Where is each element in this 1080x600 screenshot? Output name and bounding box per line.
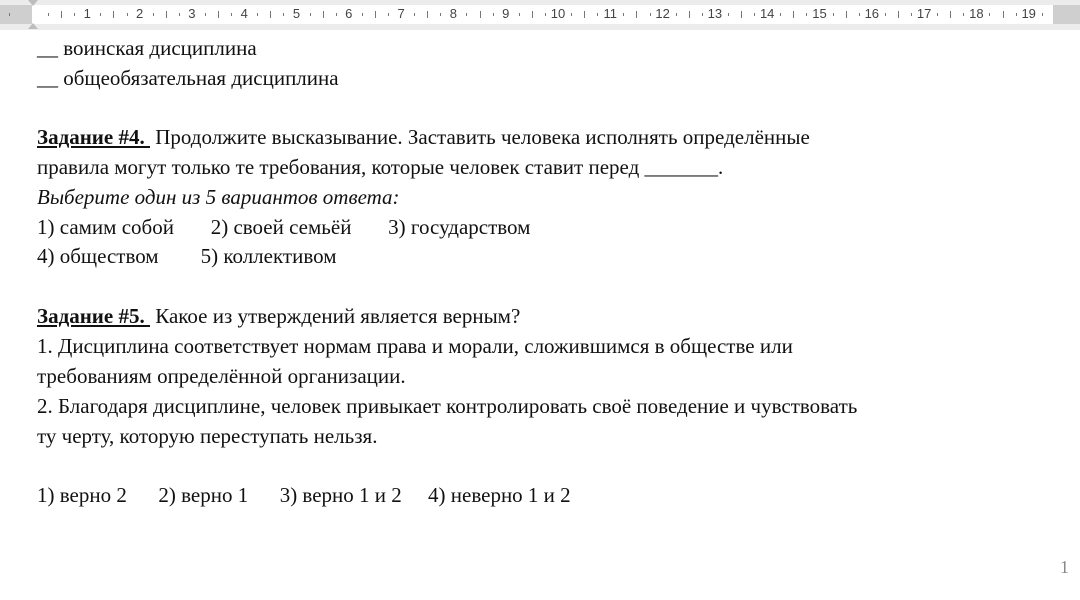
ruler-tick — [336, 13, 337, 16]
ruler-tick — [440, 13, 441, 16]
ruler-tick — [310, 13, 311, 16]
task4-options-line2: 4) обществом 5) коллективом — [37, 244, 337, 268]
task5-statement2-line1: 2. Благодаря дисциплине, человек привыкает контролировать своё поведение и чувствовать — [37, 394, 858, 418]
ruler-tick — [466, 13, 467, 16]
ruler-tick — [545, 13, 546, 16]
ruler-number: 19 — [1021, 6, 1036, 21]
ruler-tick — [950, 11, 951, 18]
ruler-tick — [806, 13, 807, 16]
task4-text-line1: Продолжите высказывание. Заставить человека исполнять определённые — [149, 125, 810, 149]
ruler-number: 17 — [916, 6, 932, 21]
ruler-tick — [113, 11, 114, 18]
ruler-tick — [702, 13, 703, 16]
answer-line-general: __ общеобязательная дисциплина — [37, 66, 339, 90]
ruler-number: 16 — [864, 6, 880, 21]
ruler-tick — [911, 13, 912, 16]
ruler-tick — [362, 13, 363, 16]
ruler-tick — [780, 13, 781, 16]
ruler-tick — [414, 13, 415, 16]
ruler-tick — [205, 13, 206, 16]
ruler-number: 8 — [449, 6, 458, 21]
ruler-number: 18 — [969, 6, 984, 21]
horizontal-ruler[interactable] — [0, 0, 1080, 30]
ruler-tick — [859, 13, 860, 16]
ruler-tick — [283, 13, 284, 16]
ruler-tick — [375, 11, 376, 18]
ruler-number: 3 — [188, 6, 196, 21]
task5-options: 1) верно 2 2) верно 1 3) верно 1 и 2 4) неверно 1 и 2 — [37, 483, 571, 507]
ruler-number: 6 — [345, 6, 353, 21]
ruler-tick — [100, 13, 101, 16]
ruler-tick — [833, 13, 834, 16]
ruler-tick — [597, 13, 598, 16]
ruler-tick — [963, 13, 964, 16]
ruler-tick — [636, 11, 637, 18]
ruler-tick — [1003, 11, 1004, 18]
page-number: 1 — [1060, 557, 1069, 577]
ruler-tick — [127, 13, 128, 16]
task4-instruction: Выберите один из 5 вариантов ответа: — [37, 185, 400, 209]
ruler-tick — [1042, 13, 1043, 16]
ruler-number: 9 — [502, 6, 510, 21]
task5-heading: Задание #5. — [37, 304, 150, 328]
ruler-number: 15 — [812, 6, 827, 21]
ruler-number: 12 — [655, 6, 670, 21]
ruler-number: 7 — [397, 6, 405, 21]
hanging-indent-marker[interactable] — [28, 23, 38, 29]
ruler-tick — [623, 13, 624, 16]
ruler-number: 2 — [135, 6, 144, 21]
ruler-tick — [388, 13, 389, 16]
ruler-tick — [754, 13, 755, 16]
ruler-tick — [937, 13, 938, 16]
ruler-tick — [689, 11, 690, 18]
ruler-tick — [741, 11, 742, 18]
first-line-indent-marker[interactable] — [28, 0, 38, 6]
task4-line1 — [37, 122, 810, 152]
ruler-tick — [532, 11, 533, 18]
ruler-tick — [257, 13, 258, 16]
answer-line-military: __ воинская дисциплина — [37, 36, 257, 60]
ruler-tick — [153, 13, 154, 16]
ruler-tick — [650, 13, 651, 16]
ruler-tick — [989, 13, 990, 16]
ruler-tick — [885, 13, 886, 16]
ruler-left-margin — [0, 5, 32, 24]
ruler-tick — [728, 13, 729, 16]
ruler-tick — [231, 13, 232, 16]
ruler-tick — [74, 13, 75, 16]
ruler-tick — [1016, 13, 1017, 16]
ruler-tick — [9, 13, 10, 16]
ruler-tick — [793, 11, 794, 18]
task4-text-line2: правила могут только те требования, которые человек ставит перед _______. — [37, 155, 724, 179]
ruler-tick — [480, 11, 481, 18]
task5-line1 — [37, 301, 520, 331]
ruler-tick — [179, 13, 180, 16]
ruler-tick — [676, 13, 677, 16]
ruler-tick — [166, 11, 167, 18]
ruler-number: 1 — [83, 6, 91, 21]
ruler-number: 4 — [240, 6, 248, 21]
ruler-tick — [846, 11, 847, 18]
ruler-right-margin — [1053, 5, 1080, 24]
ruler-tick — [493, 13, 494, 16]
ruler-tick — [270, 11, 271, 18]
ruler-tick — [584, 11, 585, 18]
ruler-tick — [323, 11, 324, 18]
task5-statement2-line2: ту черту, которую переступать нельзя. — [37, 424, 378, 448]
ruler-tick — [571, 13, 572, 16]
ruler-number: 10 — [550, 6, 566, 21]
task4-heading: Задание #4. — [37, 125, 150, 149]
ruler-tick — [48, 13, 49, 16]
ruler-number: 14 — [759, 6, 775, 21]
task5-statement1-line1: 1. Дисциплина соответствует нормам права и морали, сложившимся в обществе или — [37, 334, 793, 358]
ruler-number: 13 — [707, 6, 723, 21]
ruler-tick — [427, 11, 428, 18]
ruler-tick — [519, 13, 520, 16]
ruler-number: 11 — [603, 6, 618, 21]
ruler-tick — [61, 11, 62, 18]
ruler-number: 5 — [292, 6, 301, 21]
task5-question: Какое из утверждений является верным? — [149, 304, 521, 328]
task5-statement1-line2: требованиям определённой организации. — [37, 364, 406, 388]
ruler-tick — [218, 11, 219, 18]
task4-options-line1: 1) самим собой 2) своей семьёй 3) государством — [37, 215, 531, 239]
ruler-tick — [898, 11, 899, 18]
